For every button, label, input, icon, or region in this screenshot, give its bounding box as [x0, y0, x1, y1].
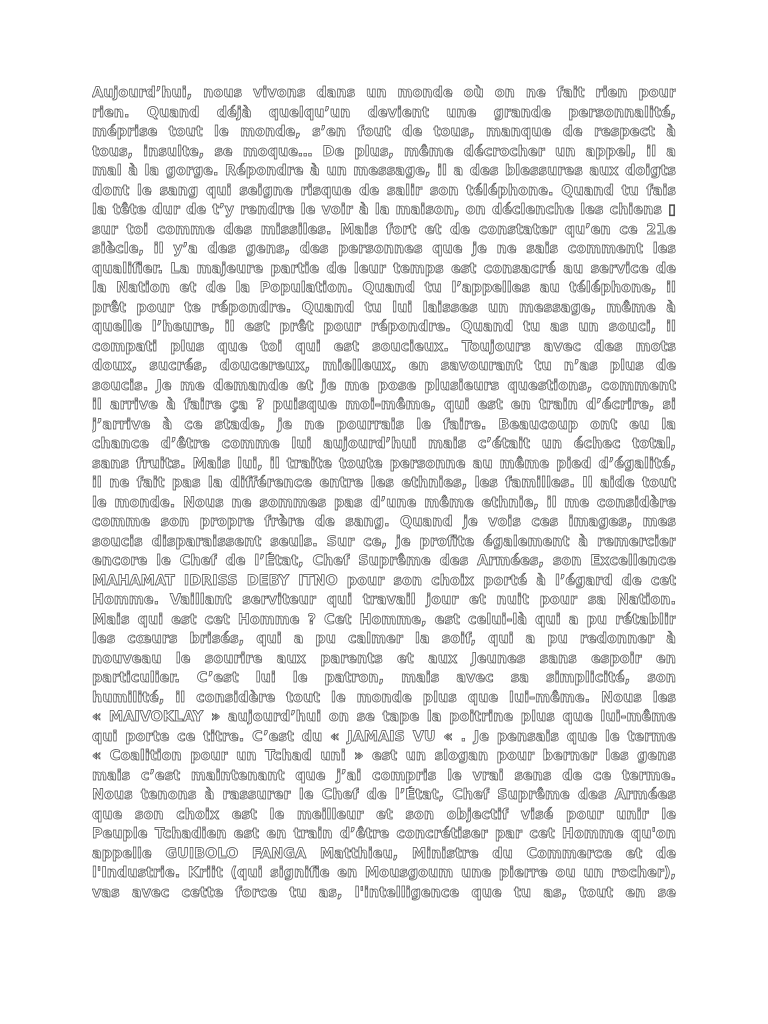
text-line: tous, insulte, se moque… De plus, même décrocher un appel, il a	[92, 143, 676, 160]
text-line: mais c’est maintenant que j’ai compris le vrai sens de ce terme.	[92, 767, 676, 784]
text-line: doux, sucrés, doucereux, mielleux, en savourant tu n’as plus de	[92, 358, 676, 374]
text-line: humilité, il considère tout le monde plus que lui-même. Nous les	[92, 689, 676, 706]
text-line: siècle, il y’a des gens, des personnes que je ne sais comment les	[92, 241, 676, 257]
text-line: nouveau le sourire aux parents et aux Jeunes sans espoir en	[92, 650, 676, 667]
text-line: dont le sang qui seigne risque de salir son téléphone. Quand tu fais	[92, 182, 676, 199]
text-line: Aujourd’hui, nous vivons dans un monde où on ne fait rien pour	[92, 85, 676, 101]
text-line: Nous tenons à rassurer le Chef de l’État, Chef Suprême des Armées	[92, 787, 676, 803]
text-line: il ne fait pas la différence entre les ethnies, les familles. Il aide tout	[92, 475, 676, 491]
text-line: qui porte ce titre. C’est du « JAMAIS VU « . Je pensais que le terme	[92, 728, 676, 745]
text-line: sans fruits. Mais lui, il traite toute personne au même pied d’égalité,	[92, 455, 676, 472]
text-line: méprise tout le monde, s’en fout de tous, manque de respect à	[92, 124, 676, 140]
text-line: j’arrive à ce stade, je ne pourrais le faire. Beaucoup ont eu la	[92, 416, 676, 433]
text-line: le monde. Nous ne sommes pas d’une même ethnie, il me considère	[92, 494, 676, 511]
text-line: comme son propre frère de sang. Quand je vois ces images, mes	[92, 514, 676, 530]
text-line: Peuple Tchadien est en train d’être concrétiser par cet Homme qu'on	[92, 826, 676, 842]
text-line: les cœurs brisés, qui a pu calmer la soif, qui a pu redonner à	[92, 631, 676, 647]
body-text	[92, 84, 676, 903]
text-line: la tête dur de t’y rendre le voir à la maison, on déclenche les chiens ▯	[92, 202, 676, 218]
text-line: que son choix est le meilleur et son objectif visé pour unir le	[92, 806, 676, 823]
text-line: particulier. C’est lui le patron, mais avec sa simplicité, son	[92, 670, 676, 686]
text-line: « MAIVOKLAY » aujourd’hui on se tape la poitrine plus que lui-même	[92, 709, 676, 725]
text-line: soucis. Je me demande et je me pose plusieurs questions, comment	[92, 377, 676, 394]
text-line: qualifier. La majeure partie de leur temps est consacré au service de	[92, 260, 676, 277]
text-line: « Coalition pour un Tchad uni » est un slogan pour berner les gens	[92, 748, 676, 764]
text-line: quelle l’heure, il est prêt pour répondre. Quand tu as un souci, il	[92, 319, 676, 335]
text-line: compati plus que toi qui est soucieux. Toujours avec des mots	[92, 338, 676, 355]
text-line: appelle GUIBOLO FANGA Matthieu, Ministre du Commerce et de	[92, 845, 676, 862]
text-line: prêt pour te répondre. Quand tu lui laisses un message, même à	[92, 299, 676, 316]
text-line: il arrive à faire ça ? puisque moi-même, qui est en train d’écrire, si	[92, 397, 676, 413]
text-line: Homme. Vaillant serviteur qui travail jour et nuit pour sa Nation.	[92, 592, 676, 608]
text-line: Mais qui est cet Homme ? Cet Homme, est celui-là qui a pu rétablir	[92, 611, 676, 628]
text-line: mal à la gorge. Répondre à un message, il a des blessures aux doigts	[92, 163, 676, 179]
text-line: vas avec cette force tu as, l'intelligence que tu as, tout en se	[92, 884, 676, 901]
text-line: soucis disparaissent seuls. Sur ce, je profite également à remercier	[92, 533, 676, 550]
text-line: la Nation et de la Population. Quand tu l’appelles au téléphone, il	[92, 280, 676, 296]
text-line: chance d’être comme lui aujourd’hui mais c’était un échec total,	[92, 436, 676, 452]
text-line: l'Industrie. Kriit (qui signifie en Mousgoum une pierre ou un rocher),	[92, 865, 676, 881]
text-line: encore le Chef de l’État, Chef Suprême des Armées, son Excellence	[92, 553, 676, 569]
text-line: rien. Quand déjà quelqu’un devient une grande personnalité,	[92, 104, 676, 121]
text-line: MAHAMAT IDRISS DEBY ITNO pour son choix porté à l’égard de cet	[92, 572, 676, 589]
text-line: sur toi comme des missiles. Mais fort et de constater qu’en ce 21e	[92, 221, 676, 238]
